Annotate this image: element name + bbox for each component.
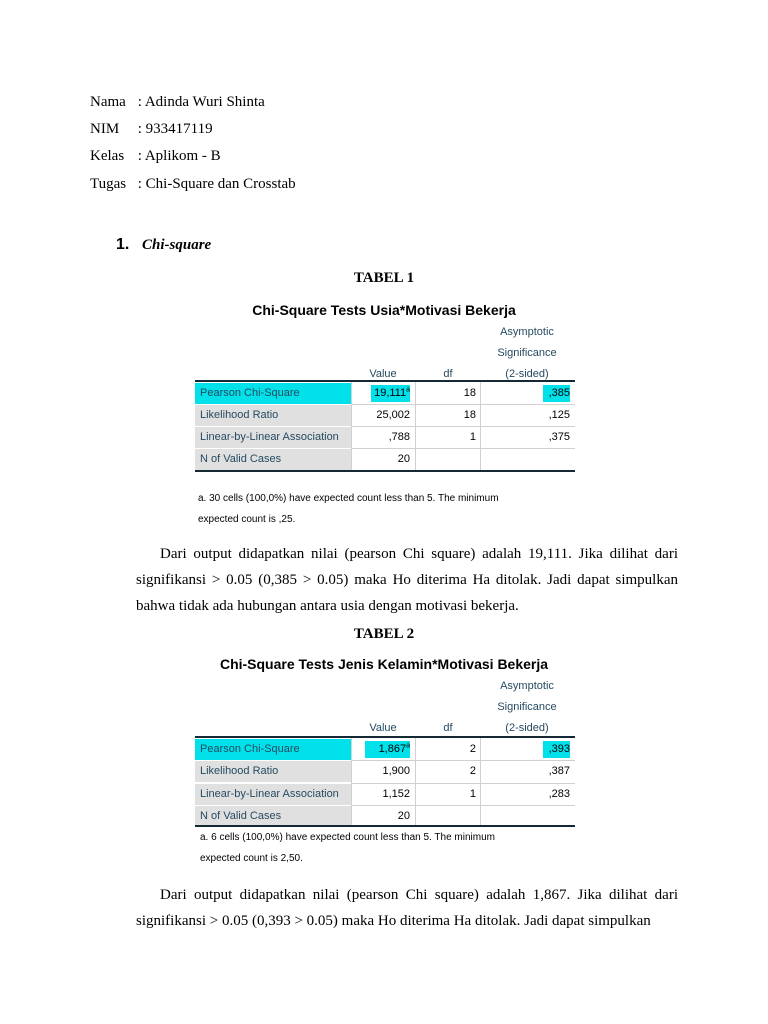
table2-sig-cell: [480, 806, 574, 826]
section-number: 1.: [116, 236, 130, 253]
table2-value-cell: 20: [397, 810, 410, 822]
table2-divider: [415, 738, 416, 826]
table2-sig-cell: ,283: [548, 788, 570, 800]
table1-label: TABEL 1: [353, 270, 415, 286]
table2-row-label: N of Valid Cases: [195, 806, 351, 826]
table2-sig-cell: ,393: [480, 739, 574, 760]
table2-divider: [351, 783, 575, 784]
name-key: Nama: [90, 94, 126, 110]
section-title: Chi-square: [142, 237, 212, 253]
table2-value-cell: 1,867$^a$: [352, 739, 414, 760]
table2-value-header: Value: [369, 722, 397, 734]
table1-df-cell: [416, 449, 480, 470]
table1-sig-cell: ,385: [480, 383, 574, 404]
tugas-line: [90, 175, 296, 193]
nim-key: NIM: [90, 121, 120, 137]
table2-footnote: a. 6 cells (100,0%) have expected count less than 5. The minimum: [200, 832, 495, 843]
table1-bottom-rule: [195, 470, 575, 472]
table1-value-cell: 20: [397, 453, 410, 465]
table2-value-cell: 1,900: [382, 765, 410, 777]
table1-paragraph: Dari output didapatkan nilai (pearson Chi square) adalah 19,111. Jika dilihat dari signifikansi > 0.05 (0,385 > 0.05) maka Ho diterima Ha ditolak. Jadi dapat simpulkan bahwa tidak ada hubungan antara usia dengan motivasi bekerja.: [136, 546, 678, 614]
table1-value-header: Value: [369, 368, 397, 380]
table2-divider: [351, 805, 575, 806]
table1-df-cell: 18: [463, 409, 476, 421]
table2-label: TABEL 2: [353, 626, 415, 642]
table1-asym-header: Asymptotic Significance (2-sided): [497, 326, 557, 380]
table2-footnote: expected count is 2,50.: [200, 853, 303, 864]
table1-footnote: expected count is ,25.: [198, 514, 296, 525]
table2-row-label: Linear-by-Linear Association: [195, 784, 351, 805]
table2-divider: [480, 738, 481, 826]
table1-title: Chi-Square Tests Usia*Motivasi Bekerja: [252, 302, 516, 318]
table2-value-cell: 1,152: [382, 788, 410, 800]
nim-line: [90, 120, 213, 138]
kelas-line: [90, 147, 221, 165]
table1-sig-cell: [480, 449, 574, 470]
table1-row-label: Likelihood Ratio: [195, 405, 351, 426]
name-line: [90, 93, 265, 111]
table2-row-label: Pearson Chi-Square: [195, 739, 351, 760]
kelas-value: : Aplikom - B: [137, 148, 221, 164]
table2-divider: [351, 760, 575, 761]
table1-sig-cell: ,375: [548, 431, 570, 443]
table2-row-label: Likelihood Ratio: [195, 761, 351, 782]
name-value: : Adinda Wuri Shinta: [137, 94, 265, 110]
table1-row-label: Linear-by-Linear Association: [195, 427, 351, 448]
table2-top-rule: [195, 736, 575, 738]
nim-value: : 933417119: [137, 121, 213, 137]
table2-df-cell: 1: [469, 788, 476, 800]
tugas-value: : Chi-Square dan Crosstab: [137, 176, 296, 192]
table1-row-label: N of Valid Cases: [195, 449, 351, 470]
table1-top-rule: [195, 380, 575, 382]
table2-paragraph: Dari output didapatkan nilai (pearson Chi square) adalah 1,867. Jika dilihat dari signifikansi > 0.05 (0,393 > 0.05) maka Ho diterima Ha ditolak. Jadi dapat simpulkan: [136, 887, 678, 929]
table1-divider: [351, 426, 575, 427]
table1-divider: [351, 448, 575, 449]
table1-divider: [351, 404, 575, 405]
table2-divider: [351, 738, 352, 826]
table2-df-cell: [416, 806, 480, 826]
table1-row-label: Pearson Chi-Square: [195, 383, 351, 404]
table1-df-header: df: [443, 368, 453, 380]
table2-asym-header: Asymptotic Significance (2-sided): [497, 680, 557, 734]
table1-df-cell: 18: [463, 387, 476, 399]
tugas-key: Tugas: [90, 176, 127, 192]
table2-df-cell: 2: [469, 765, 476, 777]
table2-sig-cell: ,387: [548, 765, 570, 777]
table1-value-cell: ,788: [388, 431, 410, 443]
table1-footnote: a. 30 cells (100,0%) have expected count less than 5. The minimum: [198, 493, 499, 504]
table1-value-cell: 19,111$^a$: [352, 383, 414, 404]
kelas-key: Kelas: [90, 148, 125, 164]
table2-title: Chi-Square Tests Jenis Kelamin*Motivasi Bekerja: [219, 656, 549, 672]
table2-df-cell: 2: [469, 743, 476, 755]
table1-value-cell: 25,002: [376, 409, 410, 421]
table1-df-cell: 1: [469, 431, 476, 443]
table2-df-header: df: [443, 722, 453, 734]
table1-sig-cell: ,125: [548, 409, 570, 421]
